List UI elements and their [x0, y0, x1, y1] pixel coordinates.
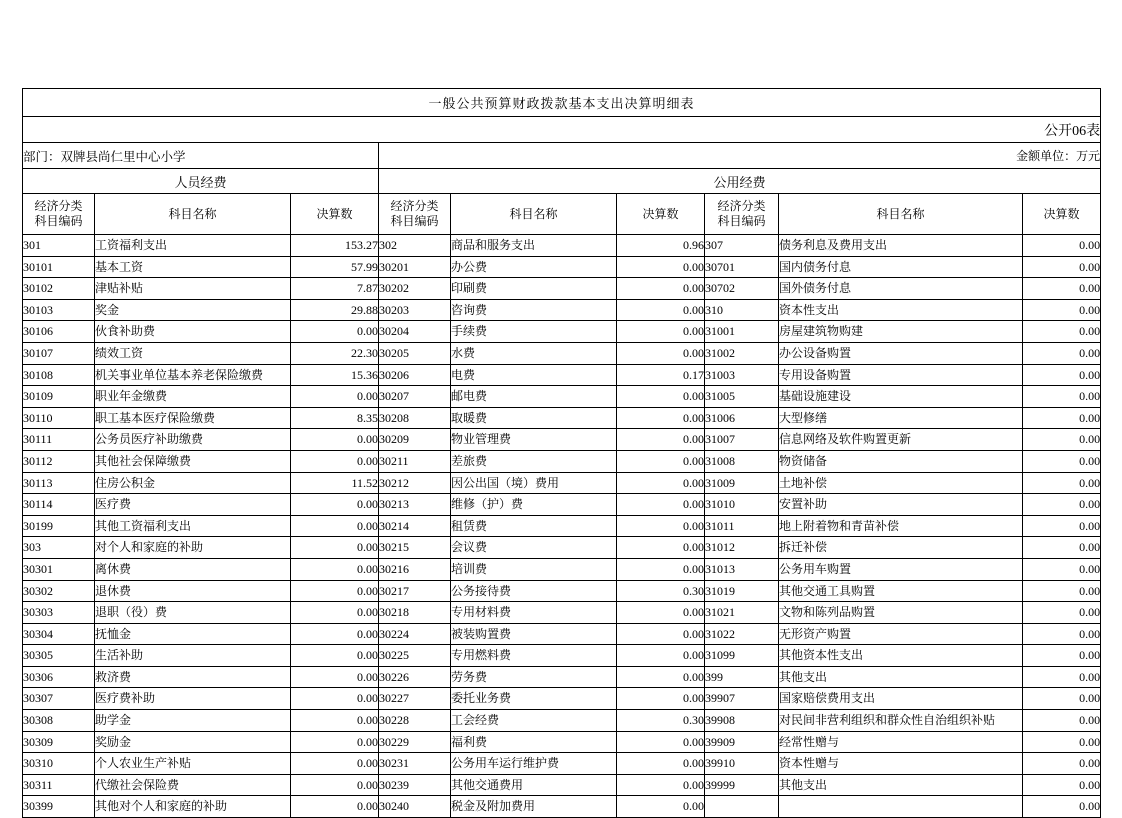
- department-label: 部门：双牌县尚仁里中心小学: [23, 143, 379, 169]
- row-code-capital: 31012: [705, 537, 779, 559]
- row-amount-public: 0.00: [617, 472, 705, 494]
- row-code-capital: 31003: [705, 364, 779, 386]
- row-amount-public: 0.00: [617, 558, 705, 580]
- header-name-2: 科目名称: [451, 194, 617, 235]
- row-amount-public: 0.00: [617, 321, 705, 343]
- header-name-1: 科目名称: [95, 194, 291, 235]
- row-amount-personnel: 57.99: [291, 256, 379, 278]
- meta-row: [23, 143, 1101, 169]
- row-code-public: 30205: [379, 342, 451, 364]
- row-code-public: 30216: [379, 558, 451, 580]
- header-code-1: [23, 194, 95, 235]
- row-name-public: 维修（护）费: [451, 494, 617, 516]
- row-code-personnel: 30305: [23, 645, 95, 667]
- row-name-capital: 资本性赠与: [779, 753, 1023, 775]
- row-code-public: 30203: [379, 299, 451, 321]
- row-code-personnel: 30102: [23, 278, 95, 300]
- row-amount-personnel: 0.00: [291, 537, 379, 559]
- row-amount-personnel: 0.00: [291, 774, 379, 796]
- row-code-public: 30240: [379, 796, 451, 818]
- row-amount-capital: 0.00: [1023, 494, 1101, 516]
- row-code-personnel: 30306: [23, 666, 95, 688]
- row-name-capital: 公务用车购置: [779, 558, 1023, 580]
- row-amount-personnel: 0.00: [291, 321, 379, 343]
- row-name-capital: 其他资本性支出: [779, 645, 1023, 667]
- row-code-capital: 31010: [705, 494, 779, 516]
- row-amount-public: 0.00: [617, 623, 705, 645]
- row-amount-capital: 0.00: [1023, 666, 1101, 688]
- row-name-personnel: 伙食补助费: [95, 321, 291, 343]
- table-row: [23, 429, 1101, 451]
- row-name-personnel: 离休费: [95, 558, 291, 580]
- row-name-capital: 房屋建筑物购建: [779, 321, 1023, 343]
- row-amount-public: 0.17: [617, 364, 705, 386]
- table-row: [23, 515, 1101, 537]
- row-code-personnel: 30399: [23, 796, 95, 818]
- row-name-capital: 其他支出: [779, 774, 1023, 796]
- row-name-personnel: 其他社会保障缴费: [95, 450, 291, 472]
- header-code-line2: 科目编码: [34, 214, 83, 228]
- row-amount-public: 0.30: [617, 580, 705, 602]
- row-name-capital: 其他支出: [779, 666, 1023, 688]
- table-row: [23, 407, 1101, 429]
- row-code-public: 30217: [379, 580, 451, 602]
- row-code-public: 30224: [379, 623, 451, 645]
- row-amount-public: 0.00: [617, 278, 705, 300]
- row-amount-capital: 0.00: [1023, 580, 1101, 602]
- row-amount-personnel: 153.27: [291, 235, 379, 257]
- row-name-public: 办公费: [451, 256, 617, 278]
- row-amount-personnel: 0.00: [291, 450, 379, 472]
- row-code-personnel: 30307: [23, 688, 95, 710]
- row-name-public: 咨询费: [451, 299, 617, 321]
- row-name-personnel: 职工基本医疗保险缴费: [95, 407, 291, 429]
- row-name-personnel: 助学金: [95, 710, 291, 732]
- row-code-public: 30207: [379, 386, 451, 408]
- row-amount-public: 0.00: [617, 796, 705, 818]
- row-name-personnel: 其他工资福利支出: [95, 515, 291, 537]
- header-amount-1: 决算数: [291, 194, 379, 235]
- row-name-public: 手续费: [451, 321, 617, 343]
- row-name-personnel: 退职（役）费: [95, 602, 291, 624]
- row-name-personnel: 奖金: [95, 299, 291, 321]
- row-name-personnel: 公务员医疗补助缴费: [95, 429, 291, 451]
- row-amount-public: 0.30: [617, 710, 705, 732]
- row-code-personnel: 30101: [23, 256, 95, 278]
- row-amount-personnel: 0.00: [291, 710, 379, 732]
- header-name-3: 科目名称: [779, 194, 1023, 235]
- row-code-personnel: 30304: [23, 623, 95, 645]
- row-name-capital: 其他交通工具购置: [779, 580, 1023, 602]
- row-name-public: 福利费: [451, 731, 617, 753]
- row-name-public: 税金及附加费用: [451, 796, 617, 818]
- header-code-2: [379, 194, 451, 235]
- row-name-public: 电费: [451, 364, 617, 386]
- row-name-capital: 债务利息及费用支出: [779, 235, 1023, 257]
- row-amount-capital: 0.00: [1023, 623, 1101, 645]
- row-amount-public: 0.00: [617, 299, 705, 321]
- row-amount-capital: 0.00: [1023, 235, 1101, 257]
- row-name-capital: 无形资产购置: [779, 623, 1023, 645]
- row-code-personnel: 30109: [23, 386, 95, 408]
- row-name-personnel: 住房公积金: [95, 472, 291, 494]
- table-row: [23, 753, 1101, 775]
- group-public: 公用经费: [379, 169, 1101, 194]
- row-code-personnel: 30113: [23, 472, 95, 494]
- row-code-capital: 31013: [705, 558, 779, 580]
- row-name-personnel: 生活补助: [95, 645, 291, 667]
- row-code-public: 30227: [379, 688, 451, 710]
- row-code-capital: 31005: [705, 386, 779, 408]
- title-row: [23, 89, 1101, 117]
- table-row: [23, 450, 1101, 472]
- row-name-capital: 基础设施建设: [779, 386, 1023, 408]
- row-amount-capital: 0.00: [1023, 450, 1101, 472]
- row-code-public: 30208: [379, 407, 451, 429]
- header-code-3: [705, 194, 779, 235]
- row-amount-personnel: 0.00: [291, 429, 379, 451]
- row-name-public: 印刷费: [451, 278, 617, 300]
- row-amount-public: 0.00: [617, 494, 705, 516]
- table-row: [23, 623, 1101, 645]
- row-code-personnel: 30311: [23, 774, 95, 796]
- header-amount-3: 决算数: [1023, 194, 1101, 235]
- row-amount-public: 0.00: [617, 537, 705, 559]
- row-name-capital: [779, 796, 1023, 818]
- row-amount-capital: 0.00: [1023, 774, 1101, 796]
- row-amount-capital: 0.00: [1023, 645, 1101, 667]
- row-name-personnel: 代缴社会保险费: [95, 774, 291, 796]
- row-code-personnel: 30309: [23, 731, 95, 753]
- row-amount-public: 0.00: [617, 688, 705, 710]
- row-name-public: 委托业务费: [451, 688, 617, 710]
- row-amount-capital: 0.00: [1023, 796, 1101, 818]
- row-code-capital: 31019: [705, 580, 779, 602]
- row-amount-personnel: 0.00: [291, 494, 379, 516]
- row-amount-public: 0.00: [617, 342, 705, 364]
- row-amount-capital: 0.00: [1023, 602, 1101, 624]
- row-amount-capital: 0.00: [1023, 278, 1101, 300]
- row-code-capital: 39907: [705, 688, 779, 710]
- row-amount-personnel: 29.88: [291, 299, 379, 321]
- row-amount-personnel: 0.00: [291, 580, 379, 602]
- row-code-capital: 307: [705, 235, 779, 257]
- row-code-capital: [705, 796, 779, 818]
- row-code-capital: 39999: [705, 774, 779, 796]
- row-amount-public: 0.00: [617, 602, 705, 624]
- row-code-personnel: 30110: [23, 407, 95, 429]
- table-row: [23, 494, 1101, 516]
- row-code-personnel: 30103: [23, 299, 95, 321]
- group-personnel: 人员经费: [23, 169, 379, 194]
- row-code-capital: 30701: [705, 256, 779, 278]
- table-row: [23, 386, 1101, 408]
- row-name-public: 会议费: [451, 537, 617, 559]
- row-name-capital: 对民间非营利组织和群众性自治组织补贴: [779, 710, 1023, 732]
- row-amount-personnel: 0.00: [291, 796, 379, 818]
- row-amount-personnel: 0.00: [291, 731, 379, 753]
- row-name-public: 取暖费: [451, 407, 617, 429]
- row-code-capital: 30702: [705, 278, 779, 300]
- row-code-public: 30229: [379, 731, 451, 753]
- table-row: [23, 342, 1101, 364]
- row-amount-personnel: 11.52: [291, 472, 379, 494]
- row-amount-capital: 0.00: [1023, 558, 1101, 580]
- row-code-public: 30215: [379, 537, 451, 559]
- row-code-capital: 31001: [705, 321, 779, 343]
- row-amount-capital: 0.00: [1023, 429, 1101, 451]
- row-code-capital: 39910: [705, 753, 779, 775]
- table-row: [23, 278, 1101, 300]
- column-header-row: [23, 194, 1101, 235]
- row-code-personnel: 30199: [23, 515, 95, 537]
- row-code-personnel: 303: [23, 537, 95, 559]
- header-code-line1: 经济分类: [34, 199, 83, 213]
- row-name-public: 专用材料费: [451, 602, 617, 624]
- amount-unit: 金额单位：万元: [379, 143, 1101, 169]
- row-name-personnel: 机关事业单位基本养老保险缴费: [95, 364, 291, 386]
- row-name-public: 水费: [451, 342, 617, 364]
- row-name-personnel: 个人农业生产补贴: [95, 753, 291, 775]
- row-amount-public: 0.00: [617, 450, 705, 472]
- row-name-capital: 拆迁补偿: [779, 537, 1023, 559]
- row-amount-personnel: 0.00: [291, 645, 379, 667]
- row-name-public: 物业管理费: [451, 429, 617, 451]
- row-code-public: 30231: [379, 753, 451, 775]
- row-amount-public: 0.00: [617, 386, 705, 408]
- row-amount-capital: 0.00: [1023, 386, 1101, 408]
- row-name-capital: 安置补助: [779, 494, 1023, 516]
- row-code-capital: 31007: [705, 429, 779, 451]
- row-code-public: 30213: [379, 494, 451, 516]
- row-name-capital: 资本性支出: [779, 299, 1023, 321]
- row-name-personnel: 奖励金: [95, 731, 291, 753]
- row-amount-personnel: 8.35: [291, 407, 379, 429]
- table-body: [23, 235, 1101, 818]
- row-amount-capital: 0.00: [1023, 688, 1101, 710]
- row-name-public: 劳务费: [451, 666, 617, 688]
- row-amount-personnel: 0.00: [291, 386, 379, 408]
- row-code-public: 30239: [379, 774, 451, 796]
- row-code-personnel: 30308: [23, 710, 95, 732]
- row-amount-capital: 0.00: [1023, 364, 1101, 386]
- row-code-personnel: 30112: [23, 450, 95, 472]
- row-code-public: 30209: [379, 429, 451, 451]
- row-code-personnel: 30108: [23, 364, 95, 386]
- document-title: 一般公共预算财政拨款基本支出决算明细表: [23, 89, 1101, 117]
- row-amount-personnel: 0.00: [291, 602, 379, 624]
- row-name-capital: 文物和陈列品购置: [779, 602, 1023, 624]
- row-name-personnel: 其他对个人和家庭的补助: [95, 796, 291, 818]
- row-name-personnel: 职业年金缴费: [95, 386, 291, 408]
- row-amount-personnel: 0.00: [291, 623, 379, 645]
- row-name-public: 邮电费: [451, 386, 617, 408]
- row-amount-capital: 0.00: [1023, 256, 1101, 278]
- row-code-public: 30206: [379, 364, 451, 386]
- table-row: [23, 321, 1101, 343]
- row-name-public: 因公出国（境）费用: [451, 472, 617, 494]
- row-code-public: 30226: [379, 666, 451, 688]
- row-code-personnel: 30111: [23, 429, 95, 451]
- table-row: [23, 558, 1101, 580]
- header-code-line2: 科目编码: [390, 214, 439, 228]
- row-code-capital: 39908: [705, 710, 779, 732]
- row-name-capital: 信息网络及软件购置更新: [779, 429, 1023, 451]
- row-name-capital: 国家赔偿费用支出: [779, 688, 1023, 710]
- header-amount-2: 决算数: [617, 194, 705, 235]
- row-name-personnel: 基本工资: [95, 256, 291, 278]
- table-row: [23, 710, 1101, 732]
- row-amount-personnel: 0.00: [291, 666, 379, 688]
- public-number: 公开06表: [23, 117, 1101, 143]
- row-name-public: 培训费: [451, 558, 617, 580]
- row-code-public: 30202: [379, 278, 451, 300]
- table-row: [23, 645, 1101, 667]
- row-amount-public: 0.00: [617, 256, 705, 278]
- row-amount-public: 0.00: [617, 407, 705, 429]
- row-code-personnel: 30310: [23, 753, 95, 775]
- table-row: [23, 299, 1101, 321]
- row-amount-capital: 0.00: [1023, 472, 1101, 494]
- table-row: [23, 602, 1101, 624]
- row-amount-public: 0.00: [617, 645, 705, 667]
- row-name-public: 公务用车运行维护费: [451, 753, 617, 775]
- row-name-personnel: 工资福利支出: [95, 235, 291, 257]
- row-code-capital: 31002: [705, 342, 779, 364]
- row-amount-personnel: 0.00: [291, 688, 379, 710]
- row-code-public: 30228: [379, 710, 451, 732]
- row-name-personnel: 救济费: [95, 666, 291, 688]
- row-name-capital: 国外债务付息: [779, 278, 1023, 300]
- row-code-personnel: 30107: [23, 342, 95, 364]
- row-amount-personnel: 0.00: [291, 515, 379, 537]
- table-row: [23, 666, 1101, 688]
- table-row: [23, 580, 1101, 602]
- row-amount-capital: 0.00: [1023, 710, 1101, 732]
- table-row: [23, 796, 1101, 818]
- row-name-public: 被装购置费: [451, 623, 617, 645]
- row-amount-capital: 0.00: [1023, 753, 1101, 775]
- row-amount-capital: 0.00: [1023, 731, 1101, 753]
- row-name-personnel: 医疗费: [95, 494, 291, 516]
- row-code-capital: 31009: [705, 472, 779, 494]
- row-amount-public: 0.00: [617, 774, 705, 796]
- row-amount-personnel: 22.30: [291, 342, 379, 364]
- row-amount-capital: 0.00: [1023, 321, 1101, 343]
- row-code-public: 30211: [379, 450, 451, 472]
- row-amount-capital: 0.00: [1023, 342, 1101, 364]
- table-row: [23, 472, 1101, 494]
- header-code-line1: 经济分类: [390, 199, 439, 213]
- table-row: [23, 256, 1101, 278]
- row-code-personnel: 301: [23, 235, 95, 257]
- row-code-public: 30225: [379, 645, 451, 667]
- row-amount-personnel: 0.00: [291, 558, 379, 580]
- row-name-personnel: 医疗费补助: [95, 688, 291, 710]
- row-amount-public: 0.96: [617, 235, 705, 257]
- row-code-public: 30204: [379, 321, 451, 343]
- row-code-capital: 31021: [705, 602, 779, 624]
- row-name-public: 商品和服务支出: [451, 235, 617, 257]
- row-code-capital: 39909: [705, 731, 779, 753]
- row-code-capital: 310: [705, 299, 779, 321]
- row-code-personnel: 30114: [23, 494, 95, 516]
- row-amount-public: 0.00: [617, 753, 705, 775]
- row-amount-capital: 0.00: [1023, 515, 1101, 537]
- table-row: [23, 364, 1101, 386]
- row-code-personnel: 30303: [23, 602, 95, 624]
- row-amount-public: 0.00: [617, 515, 705, 537]
- row-name-capital: 物资储备: [779, 450, 1023, 472]
- row-name-personnel: 津贴补贴: [95, 278, 291, 300]
- row-name-capital: 地上附着物和青苗补偿: [779, 515, 1023, 537]
- row-code-capital: 399: [705, 666, 779, 688]
- public-number-row: [23, 117, 1101, 143]
- row-code-public: 30212: [379, 472, 451, 494]
- row-code-personnel: 30301: [23, 558, 95, 580]
- row-code-public: 30201: [379, 256, 451, 278]
- row-name-capital: 办公设备购置: [779, 342, 1023, 364]
- row-name-public: 差旅费: [451, 450, 617, 472]
- row-name-capital: 大型修缮: [779, 407, 1023, 429]
- row-name-capital: 专用设备购置: [779, 364, 1023, 386]
- row-amount-public: 0.00: [617, 429, 705, 451]
- row-name-public: 公务接待费: [451, 580, 617, 602]
- row-name-public: 租赁费: [451, 515, 617, 537]
- header-code-line2: 科目编码: [717, 214, 766, 228]
- row-name-public: 其他交通费用: [451, 774, 617, 796]
- row-code-capital: 31022: [705, 623, 779, 645]
- budget-table: [22, 88, 1101, 818]
- row-code-personnel: 30302: [23, 580, 95, 602]
- budget-detail-sheet: [22, 88, 1100, 818]
- row-name-personnel: 抚恤金: [95, 623, 291, 645]
- row-name-personnel: 退休费: [95, 580, 291, 602]
- row-amount-capital: 0.00: [1023, 407, 1101, 429]
- row-amount-personnel: 0.00: [291, 753, 379, 775]
- row-amount-capital: 0.00: [1023, 537, 1101, 559]
- row-amount-capital: 0.00: [1023, 299, 1101, 321]
- row-code-capital: 31006: [705, 407, 779, 429]
- row-name-personnel: 对个人和家庭的补助: [95, 537, 291, 559]
- row-code-capital: 31099: [705, 645, 779, 667]
- table-row: [23, 688, 1101, 710]
- header-code-line1: 经济分类: [717, 199, 766, 213]
- row-name-public: 专用燃料费: [451, 645, 617, 667]
- table-row: [23, 235, 1101, 257]
- table-row: [23, 731, 1101, 753]
- row-code-public: 30214: [379, 515, 451, 537]
- row-name-personnel: 绩效工资: [95, 342, 291, 364]
- row-code-capital: 31011: [705, 515, 779, 537]
- row-code-public: 302: [379, 235, 451, 257]
- row-amount-public: 0.00: [617, 666, 705, 688]
- table-row: [23, 537, 1101, 559]
- row-name-capital: 土地补偿: [779, 472, 1023, 494]
- row-code-capital: 31008: [705, 450, 779, 472]
- group-header-row: [23, 169, 1101, 194]
- row-code-public: 30218: [379, 602, 451, 624]
- row-name-public: 工会经费: [451, 710, 617, 732]
- row-amount-personnel: 7.87: [291, 278, 379, 300]
- row-code-personnel: 30106: [23, 321, 95, 343]
- row-name-capital: 国内债务付息: [779, 256, 1023, 278]
- row-name-capital: 经常性赠与: [779, 731, 1023, 753]
- row-amount-personnel: 15.36: [291, 364, 379, 386]
- row-amount-public: 0.00: [617, 731, 705, 753]
